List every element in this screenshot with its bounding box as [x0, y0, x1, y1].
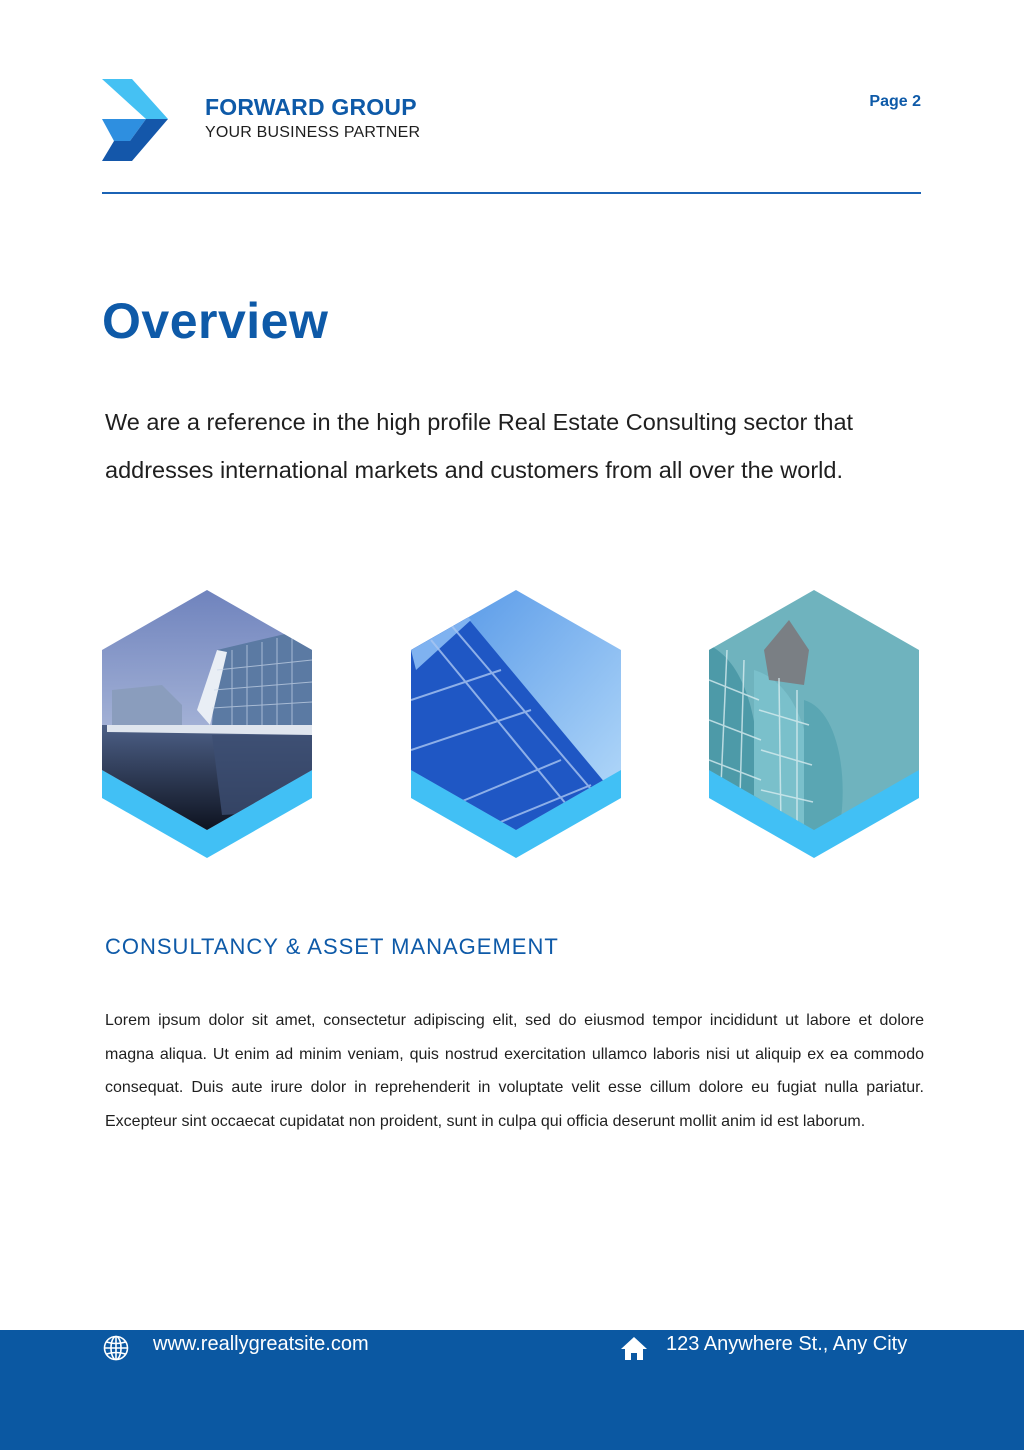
home-icon: [620, 1334, 648, 1362]
hexagon-image-2: [411, 590, 621, 858]
forward-group-logo: [102, 79, 168, 161]
brand-name: FORWARD GROUP: [205, 94, 417, 120]
intro-paragraph: We are a reference in the high profile Real Estate Consulting sector that addresses international markets and customers from all over the world.: [105, 409, 854, 483]
page-number: Page 2: [869, 93, 921, 110]
page-title: Overview: [102, 293, 329, 349]
hexagon-image-3: [709, 590, 919, 858]
hexagon-image-1: [102, 590, 312, 858]
header-divider: [102, 192, 921, 194]
section-heading: CONSULTANCY & ASSET MANAGEMENT: [105, 934, 559, 959]
brand-tagline: YOUR BUSINESS PARTNER: [205, 124, 421, 141]
address-text: 123 Anywhere St., Any City: [666, 1333, 908, 1355]
globe-icon: [102, 1334, 130, 1362]
website-link[interactable]: www.reallygreatsite.com: [153, 1333, 369, 1355]
section-body: Lorem ipsum dolor sit amet, consectetur adipiscing elit, sed do eiusmod tempor incididunt ut labore et dolore magna aliqua. Ut enim ad minim veniam, quis nostrud exercitation ullamco laboris nisi ut aliquip ex ea commodo consequat. Duis aute irure dolor in reprehenderit in voluptate velit esse cillum dolore eu fugiat nulla pariatur. Excepteur sint occaecat cupidatat non proident, sunt in culpa qui officia deserunt mollit anim id est laborum.: [105, 1012, 924, 1130]
